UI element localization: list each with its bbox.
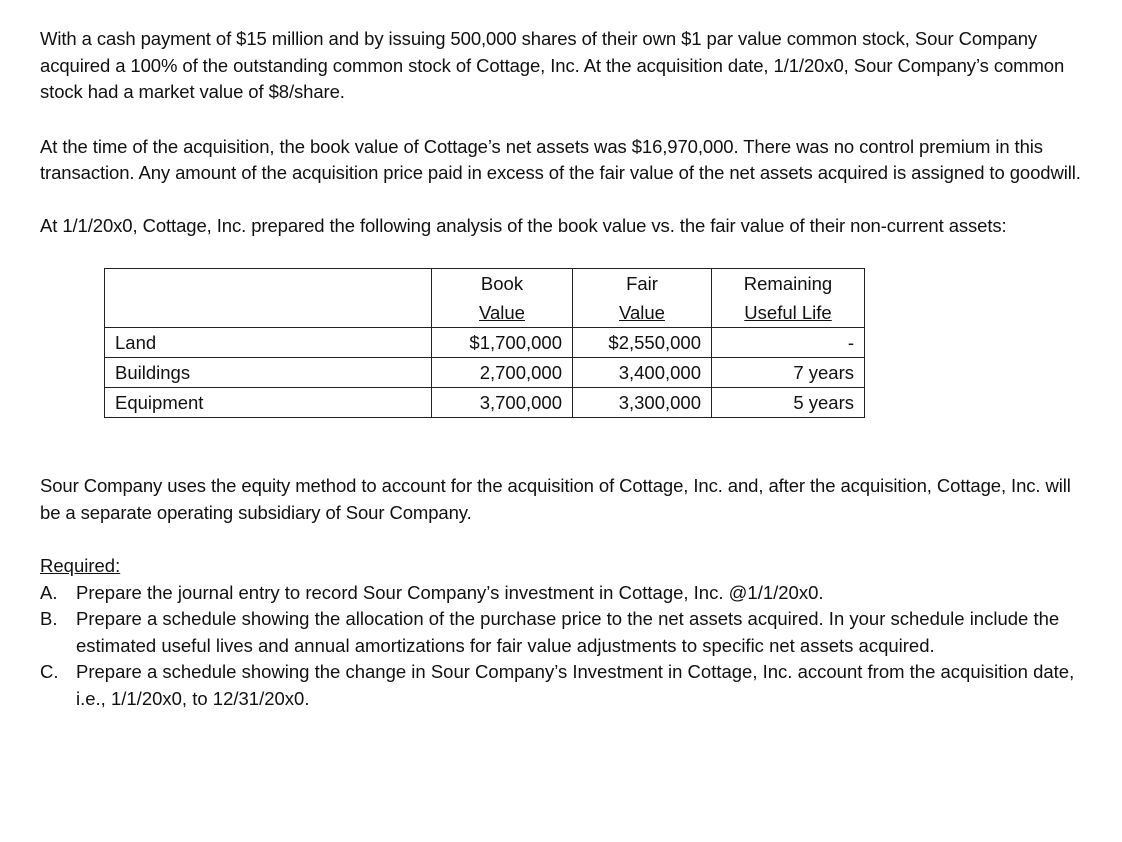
- required-list: [40, 580, 1090, 713]
- table-row: [105, 358, 865, 388]
- asset-valuation-table: [104, 268, 865, 418]
- row-book-value: 3,700,000: [432, 388, 573, 418]
- item-marker: C.: [40, 661, 59, 682]
- table-row: [105, 388, 865, 418]
- item-text: Prepare a schedule showing the change in Sour Company’s Investment in Cottage, Inc. account from the acquisition date, i.e., 1/1/20x0, to 12/31/20x0.: [76, 661, 1075, 709]
- header-fair: Fair: [573, 269, 712, 299]
- list-item: [40, 659, 1090, 712]
- intro-paragraph-2: At the time of the acquisition, the book value of Cottage’s net assets was $16,970,000. There was no control premium in this transaction. Any amount of the acquisition price paid in excess of the fair value of the net assets acquired is assigned to goodwill.: [40, 135, 1081, 183]
- row-label: Buildings: [105, 358, 432, 388]
- item-marker: A.: [40, 581, 58, 603]
- intro-paragraph-1: With a cash payment of $15 million and by issuing 500,000 shares of their own $1 par value common stock, Sour Company acquired a 100% of the outstanding common stock of Cottage, Inc. At the acquisition date, 1/1/20x0, Sour Company’s common stock had a market value of $8/share.: [40, 28, 1065, 102]
- row-book-value: 2,700,000: [432, 358, 573, 388]
- required-heading: Required:: [40, 555, 121, 576]
- item-text: Prepare a schedule showing the allocation of the purchase price to the net assets acquired. In your schedule include the estimated useful lives and annual amortizations for fair value adjustments to specific net assets acquired.: [76, 608, 1060, 656]
- header-value-book: Value: [432, 298, 573, 328]
- row-book-value: $1,700,000: [432, 328, 573, 358]
- row-label: Land: [105, 328, 432, 358]
- row-fair-value: 3,400,000: [573, 358, 712, 388]
- row-useful-life: -: [712, 328, 865, 358]
- row-useful-life: 5 years: [712, 388, 865, 418]
- row-label: Equipment: [105, 388, 432, 418]
- header-remaining: Remaining: [712, 269, 865, 299]
- method-note: Sour Company uses the equity method to account for the acquisition of Cottage, Inc. and, after the acquisition, Cottage, Inc. will be a separate operating subsidiary of Sour Company.: [40, 475, 1071, 523]
- table-header-row-1: [105, 269, 865, 299]
- row-useful-life: 7 years: [712, 358, 865, 388]
- header-book: Book: [432, 269, 573, 299]
- header-value-fair: Value: [573, 298, 712, 328]
- row-fair-value: 3,300,000: [573, 388, 712, 418]
- list-item: [40, 580, 1090, 607]
- table-row: [105, 328, 865, 358]
- table-header-row-2: [105, 298, 865, 328]
- item-text: Prepare the journal entry to record Sour Company’s investment in Cottage, Inc. @1/1/20x0.: [76, 581, 824, 603]
- header-useful-life: Useful Life: [712, 298, 865, 328]
- header-blank-cell: [105, 269, 432, 299]
- lower-section: [40, 473, 1090, 712]
- problem-text: [40, 26, 1090, 239]
- header-blank-cell: [105, 298, 432, 328]
- row-fair-value: $2,550,000: [573, 328, 712, 358]
- intro-paragraph-3: At 1/1/20x0, Cottage, Inc. prepared the following analysis of the book value vs. the fair value of their non-current assets:: [40, 214, 1007, 236]
- item-marker: B.: [40, 608, 58, 629]
- list-item: [40, 606, 1090, 659]
